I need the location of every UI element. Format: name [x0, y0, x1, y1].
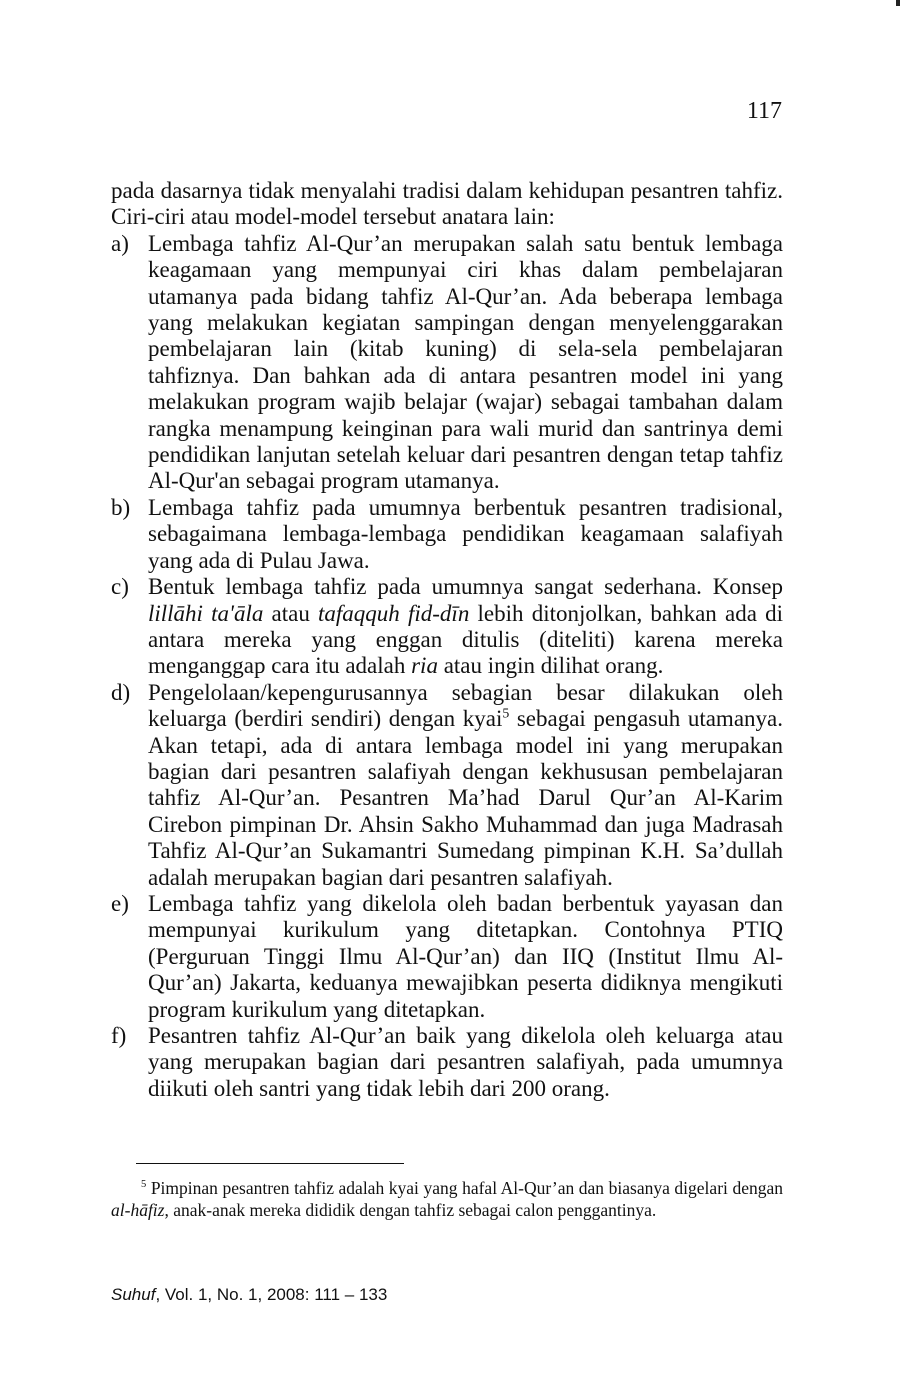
list-item-text — [148, 574, 783, 680]
characteristics-list — [111, 231, 783, 1102]
list-marker: c) — [111, 574, 129, 600]
text-segment: Bentuk lembaga tahfiz pada umumnya sangat sederhana. Konsep — [148, 574, 783, 600]
text-segment: atau — [263, 600, 319, 626]
intro-paragraph: pada dasarnya tidak menyalahi tradisi dalam kehidupan pesantren tahfiz. Ciri-ciri atau model-model tersebut anatara lain: — [111, 178, 783, 230]
italic-term: lillāhi ta'āla — [148, 600, 264, 626]
text-segment: lebih ditonjolkan, bahkan ada di antara mereka yang enggan ditulis (diteliti) karena mereka menganggap cara itu adalah — [148, 600, 783, 679]
footnote-text: Pimpinan pesantren tahfiz adalah kyai yang hafal Al-Qur’an dan biasanya digelari dengan — [150, 1178, 783, 1198]
list-item-d — [111, 680, 783, 891]
running-footer — [111, 1285, 387, 1305]
list-item-f — [111, 1023, 783, 1102]
italic-term: tafaqquh fid-dīn — [318, 600, 470, 626]
page-number: 117 — [746, 98, 782, 124]
list-item-a — [111, 231, 783, 495]
footnote-text: , anak-anak mereka dididik dengan tahfiz sebagai calon penggantinya. — [164, 1200, 657, 1221]
list-item-b — [111, 495, 783, 574]
footnote-number: 5 — [141, 1179, 147, 1191]
journal-title: Suhuf — [111, 1285, 156, 1304]
list-item-text: Lembaga tahfiz pada umumnya berbentuk pesantren tradisional, sebagaimana lembaga-lembaga pendidikan keagamaan salafiyah yang ada di Pulau Jawa. — [148, 494, 783, 573]
page-edge-mark — [896, 0, 900, 6]
text-segment: atau ingin dilihat orang. — [437, 653, 664, 679]
text-segment: Pengelolaan/kepengurusannya sebagian besar dilakukan oleh keluarga (berdiri sendiri) dengan kyai — [148, 679, 783, 732]
footnote — [111, 1177, 783, 1222]
list-marker: e) — [111, 890, 129, 916]
list-item-text — [148, 680, 783, 891]
list-item-e — [111, 891, 783, 1023]
list-item-text: Lembaga tahfiz Al-Qur’an merupakan salah satu bentuk lembaga keagamaan yang mempunyai ciri khas dalam pembelajaran utamanya pada bidang tahfiz Al-Qur’an. Ada beberapa lembaga yang melakukan kegiatan sampingan dengan menyelenggarakan pembelajaran lain (kitab kuning) di sela-sela pembelajaran tahfiznya. Dan bahkan ada di antara pesantren model ini yang melakukan program wajib belajar (wajar) sebagai tambahan dalam rangka menampung keinginan para wali murid dan santrinya demi pendidikan lanjutan setelah keluar dari pesantren dengan tetap tahfiz Al-Qur'an sebagai program utamanya. — [148, 230, 783, 494]
list-marker: b) — [111, 494, 131, 520]
footnote-divider — [136, 1163, 404, 1164]
list-marker: a) — [111, 230, 129, 256]
footnote-italic-term: al-hāfiz — [111, 1200, 165, 1221]
journal-citation: , Vol. 1, No. 1, 2008: 111 – 133 — [155, 1285, 388, 1304]
list-item-c — [111, 574, 783, 680]
list-item-text: Lembaga tahfiz yang dikelola oleh badan berbentuk yayasan dan mempunyai kurikulum yang ditetapkan. Contohnya PTIQ (Perguruan Tinggi Ilmu Al-Qur’an) dan IIQ (Institut Ilmu Al-Qur’an) Jakarta, keduanya mewajibkan peserta didiknya mengikuti program kurikulum yang ditetapkan. — [148, 890, 783, 1022]
footnote-reference: 5 — [502, 705, 510, 721]
text-segment: sebagai pengasuh utamanya. Akan tetapi, ada di antara lembaga model ini yang merupakan bagian dari pesantren salafiyah dengan kekhususan pembelajaran tahfiz Al-Qur’an. Pesantren Ma’had Darul Qur’an Al-Karim Cirebon pimpinan Dr. Ahsin Sakho Muhammad dan juga Madrasah Tahfiz Al-Qur’an Sukamantri Sumedang pimpinan K.H. Sa’dullah adalah merupakan bagian dari pesantren salafiyah. — [148, 706, 783, 890]
list-marker: d) — [111, 679, 131, 705]
main-text — [111, 178, 783, 1102]
italic-term: ria — [411, 653, 438, 679]
list-item-text: Pesantren tahfiz Al-Qur’an baik yang dikelola oleh keluarga atau yang merupakan bagian dari pesantren salafiyah, pada umumnya diikuti oleh santri yang tidak lebih dari 200 orang. — [148, 1023, 783, 1101]
list-marker: f) — [111, 1023, 127, 1048]
